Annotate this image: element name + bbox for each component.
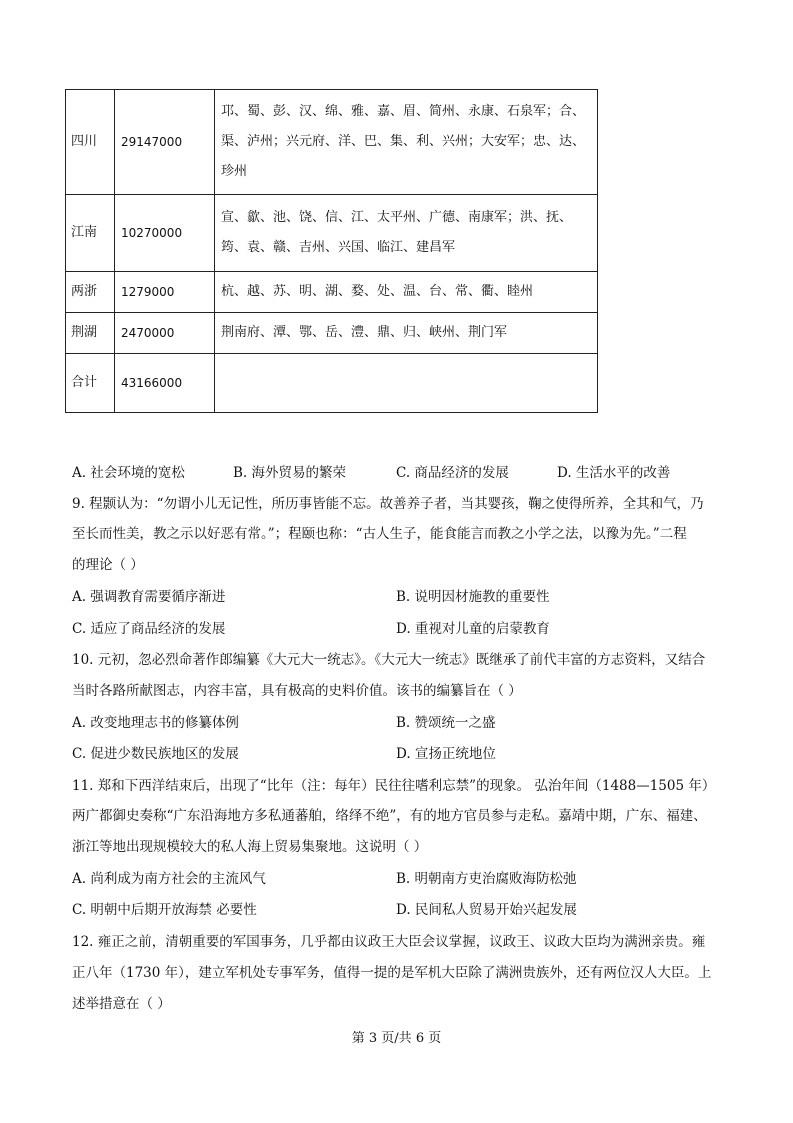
value-cell: 43166000	[115, 354, 215, 413]
table-row	[66, 90, 598, 195]
region-cell: 四川	[66, 90, 115, 195]
q10-stem-line: 当时各路所献图志，内容丰富，具有极高的史料价值。该书的编纂旨在（ ）	[72, 683, 522, 699]
q10-option-c[interactable]: C. 促进少数民族地区的发展	[72, 746, 239, 762]
places-cell: 荆南府、潭、鄂、岳、澧、鼎、归、峡州、荆门军	[215, 313, 598, 354]
region-cell: 两浙	[66, 272, 115, 313]
q11-stem-line: 11. 郑和下西洋结束后，出现了“比年（注：每年）民往往嗜利忘禁”的现象。 弘治年间（1488—1505 年）	[72, 778, 716, 794]
q9-stem-line: 的理论（ ）	[72, 557, 144, 573]
region-cell: 合计	[66, 354, 115, 413]
table-row	[66, 313, 598, 354]
value-cell: 1279000	[115, 272, 215, 313]
places-cell: 杭、越、苏、明、湖、婺、处、温、台、常、衢、睦州	[215, 272, 598, 313]
q10-option-d[interactable]: D. 宣扬正统地位	[396, 746, 496, 762]
value-cell: 29147000	[115, 90, 215, 195]
region-cell: 荆湖	[66, 313, 115, 354]
places-cell	[215, 354, 598, 413]
region-cell: 江南	[66, 195, 115, 272]
q11-stem-line: 两广都御史奏称“广东沿海地方多私通蕃舶，络绎不绝”，有的地方官员参与走私。嘉靖中期，广东、福建、	[72, 808, 707, 824]
q10-stem-line: 10. 元初，忽必烈命著作郎编纂《大元大一统志》。《大元大一统志》既继承了前代丰富的方志资料，又结合	[72, 652, 706, 668]
q12-stem-line: 正八年（1730 年），建立军机处专事军务，值得一提的是军机大臣除了满洲贵族外，还有两位汉人大臣。上	[72, 965, 712, 981]
q9-stem-line: 至长而性美，教之示以好恶有常。”；程颐也称：“古人生子，能食能言而教之小学之法，以豫为先。”二程	[72, 526, 687, 542]
q12-stem-line: 述举措意在（ ）	[72, 996, 171, 1012]
value-cell: 2470000	[115, 313, 215, 354]
q11-option-d[interactable]: D. 民间私人贸易开始兴起发展	[396, 902, 577, 918]
q8-option-a[interactable]: A. 社会环境的宽松	[72, 465, 185, 481]
q11-option-b[interactable]: B. 明朝南方吏治腐败海防松弛	[396, 871, 577, 887]
table-row	[66, 354, 598, 413]
q9-option-b[interactable]: B. 说明因材施教的重要性	[396, 589, 550, 605]
value-cell: 10270000	[115, 195, 215, 272]
table-row	[66, 195, 598, 272]
region-table	[65, 89, 598, 413]
table-row	[66, 272, 598, 313]
q11-stem-line: 浙江等地出现规模较大的私人海上贸易集聚地。这说明（ ）	[72, 839, 428, 855]
places-cell: 邛、蜀、彭、汉、绵、雅、嘉、眉、简州、永康、石泉军；合、 渠、泸州；兴元府、洋、巴、集、利、兴州；大安军；忠、达、 珍州	[215, 90, 598, 195]
q11-option-c[interactable]: C. 明朝中后期开放海禁 必要性	[72, 902, 257, 918]
q9-option-c[interactable]: C. 适应了商品经济的发展	[72, 621, 226, 637]
q8-option-d[interactable]: D. 生活水平的改善	[557, 465, 671, 481]
q10-option-b[interactable]: B. 赞颂统一之盛	[396, 715, 496, 731]
q12-stem-line: 12. 雍正之前，清朝重要的军国事务，几乎都由议政王大臣会议掌握，议政王、议政大臣均为满洲亲贵。雍	[72, 934, 706, 950]
page-footer: 第 3 页/共 6 页	[351, 1031, 442, 1046]
q10-option-a[interactable]: A. 改变地理志书的修纂体例	[72, 715, 239, 731]
q9-option-a[interactable]: A. 强调教育需要循序渐进	[72, 589, 226, 605]
q9-option-d[interactable]: D. 重视对儿童的启蒙教育	[396, 621, 550, 637]
q8-option-b[interactable]: B. 海外贸易的繁荣	[233, 465, 347, 481]
q11-option-a[interactable]: A. 尚利成为南方社会的主流风气	[72, 871, 266, 887]
q8-option-c[interactable]: C. 商品经济的发展	[396, 465, 509, 481]
q9-stem-line: 9. 程颢认为：“勿谓小儿无记性，所历事皆能不忘。故善养子者，当其婴孩，鞠之使得所养，全其和气，乃	[72, 496, 704, 512]
places-cell: 宣、歙、池、饶、信、江、太平州、广德、南康军；洪、抚、 筠、袁、赣、吉州、兴国、临江、建昌军	[215, 195, 598, 272]
